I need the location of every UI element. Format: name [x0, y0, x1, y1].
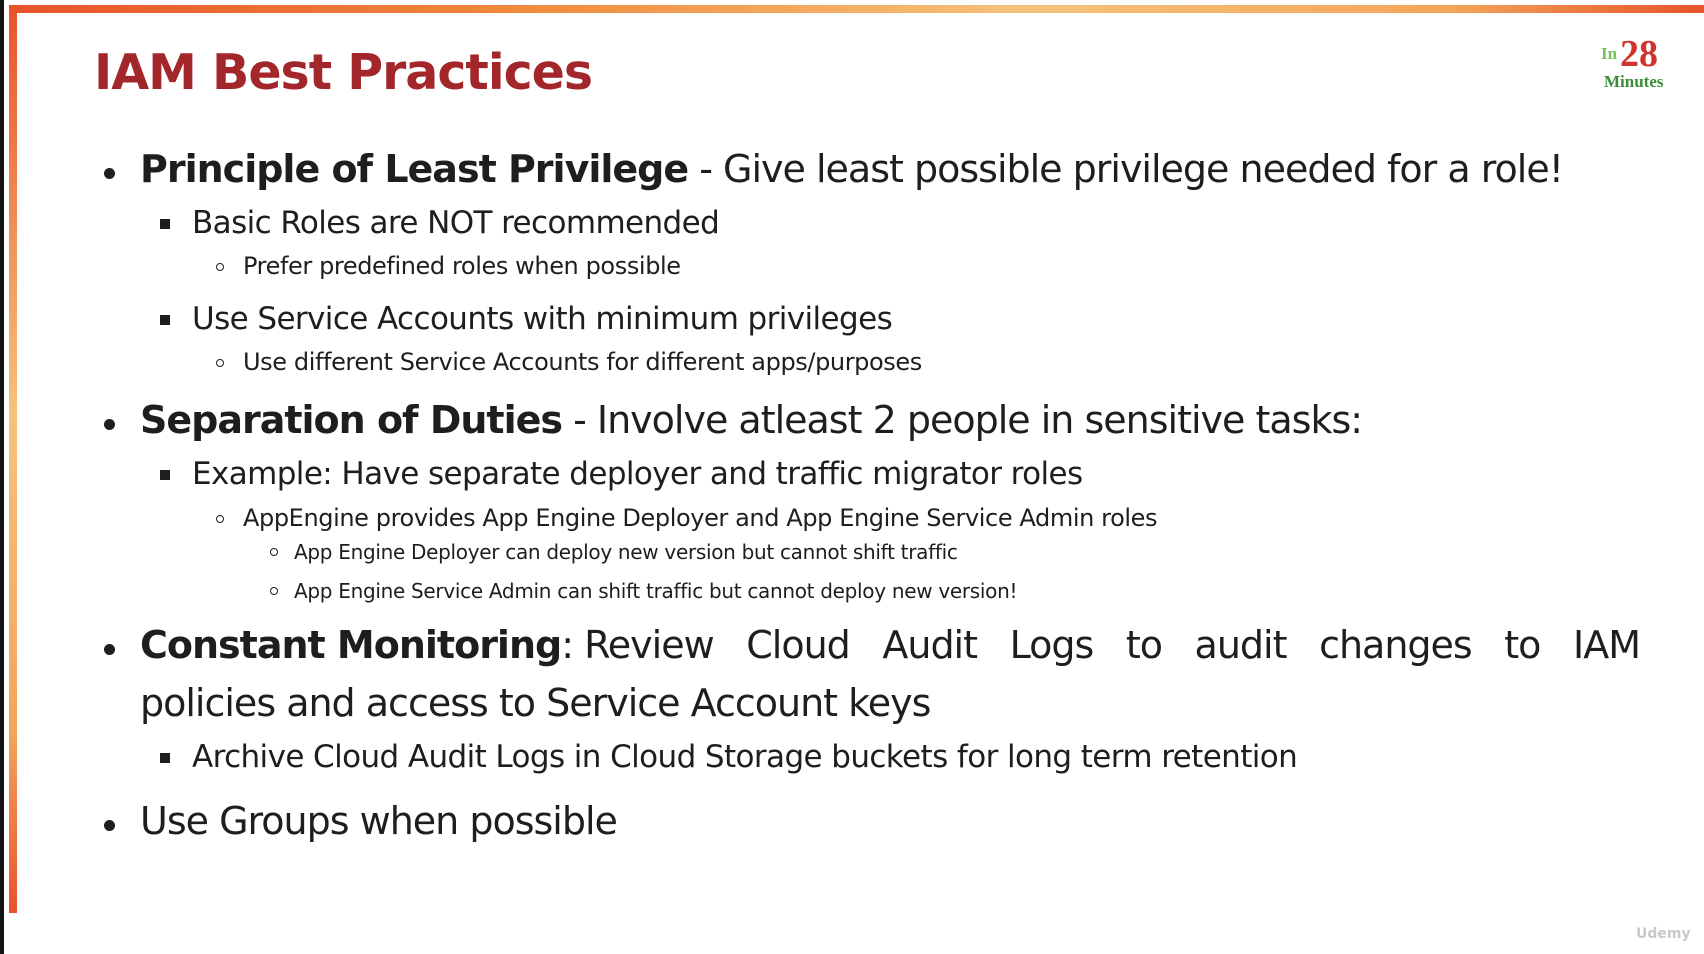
bullet-disc-icon	[104, 419, 115, 430]
bullet-square-icon	[160, 753, 170, 763]
bullet-point-use-groups: Use Groups when possible	[140, 799, 617, 843]
bullet-description-word: IAM	[1573, 623, 1640, 667]
bullet-square-icon	[160, 470, 170, 480]
sub-sub-sub-bullet: App Engine Deployer can deploy new version but cannot shift traffic	[294, 540, 958, 564]
udemy-watermark: Udemy	[1636, 926, 1691, 942]
slide-left-accent-bar	[9, 5, 17, 913]
sub-sub-bullet: Use different Service Accounts for different apps/purposes	[243, 348, 922, 376]
slide-top-accent-bar	[10, 5, 1704, 13]
bullet-point-least-privilege	[140, 147, 1563, 191]
bullet-circle-icon	[216, 515, 224, 523]
logo-number: 28	[1620, 33, 1658, 75]
bullet-description-word: Cloud	[746, 623, 850, 667]
bullet-square-icon	[160, 219, 170, 229]
sub-sub-sub-bullet: App Engine Service Admin can shift traffic but cannot deploy new version!	[294, 579, 1018, 603]
bullet-point-separation-of-duties	[140, 398, 1362, 442]
in28minutes-logo	[1598, 32, 1682, 94]
logo-minutes-text: Minutes	[1604, 72, 1664, 91]
logo-in-text: In	[1601, 44, 1618, 63]
bullet-description-word: Audit	[882, 623, 978, 667]
bullet-square-icon	[160, 315, 170, 325]
sub-sub-bullet: Prefer predefined roles when possible	[243, 252, 681, 280]
bullet-disc-icon	[104, 644, 115, 655]
bullet-circle-icon	[216, 359, 224, 367]
bullet-disc-icon	[104, 820, 115, 831]
bullet-description-word: Logs	[1009, 623, 1094, 667]
window-left-edge	[0, 0, 4, 954]
bullet-disc-icon	[104, 168, 115, 179]
bullet-circle-icon	[270, 587, 278, 595]
sub-bullet: Basic Roles are NOT recommended	[192, 205, 720, 241]
bullet-heading: Principle of Least Privilege	[140, 147, 689, 191]
sub-bullet: Archive Cloud Audit Logs in Cloud Storage buckets for long term retention	[192, 739, 1298, 775]
bullet-heading: Constant Monitoring	[140, 623, 562, 667]
bullet-description-word: : Review	[561, 623, 714, 667]
bullet-description: - Involve atleast 2 people in sensitive tasks:	[562, 398, 1363, 442]
bullet-description-continued: policies and access to Service Account keys	[140, 681, 931, 725]
bullet-circle-icon	[270, 548, 278, 556]
bullet-description-word: audit	[1194, 623, 1287, 667]
sub-bullet: Example: Have separate deployer and traffic migrator roles	[192, 456, 1083, 492]
sub-bullet: Use Service Accounts with minimum privileges	[192, 301, 893, 337]
bullet-description: - Give least possible privilege needed for a role!	[688, 147, 1563, 191]
slide-title: IAM Best Practices	[94, 44, 593, 101]
sub-sub-bullet: AppEngine provides App Engine Deployer and App Engine Service Admin roles	[243, 504, 1158, 532]
bullet-description-word: to	[1125, 623, 1162, 667]
bullet-heading: Separation of Duties	[140, 398, 562, 442]
bullet-description-word: to	[1504, 623, 1541, 667]
bullet-point-constant-monitoring	[140, 623, 1640, 667]
bullet-description-word: changes	[1319, 623, 1472, 667]
bullet-circle-icon	[216, 263, 224, 271]
